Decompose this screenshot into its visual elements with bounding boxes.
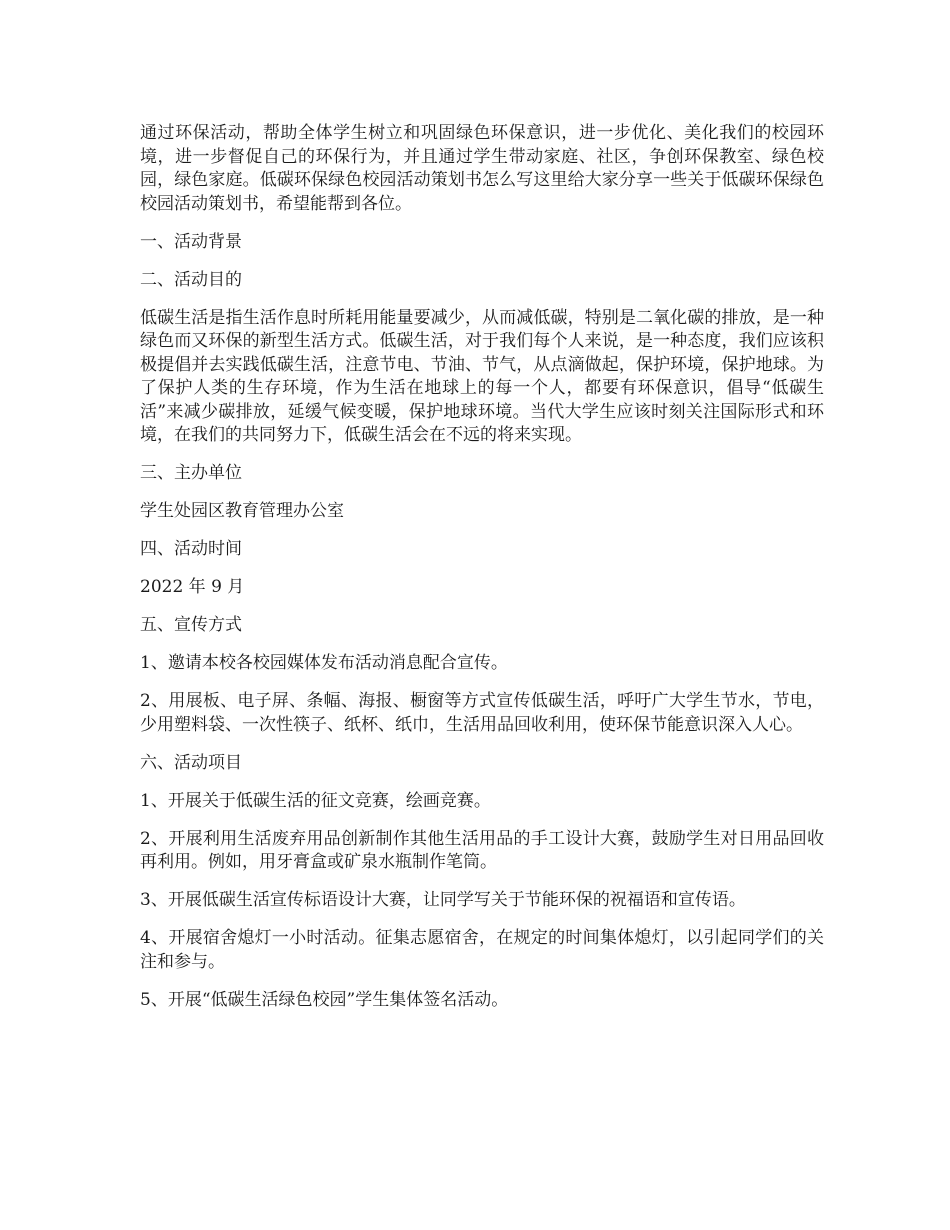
- intro-paragraph: 通过环保活动，帮助全体学生树立和巩固绿色环保意识，进一步优化、美化我们的校园环境，进一步督促自己的环保行为，并且通过学生带动家庭、社区，争创环保教室、绿色校园，绿色家庭。低碳环保绿色校园活动策划书怎么写这里给大家分享一些关于低碳环保绿色校园活动策划书，希望能帮到各位。: [140, 123, 824, 214]
- project-item-5: 5、开展“低碳生活绿色校园”学生集体签名活动。: [140, 989, 509, 1010]
- organizer-text: 学生处园区教育管理办公室: [140, 501, 344, 521]
- heading-time: 四、活动时间: [140, 539, 242, 559]
- heading-publicity: 五、宣传方式: [140, 615, 242, 635]
- project-item-2: 2、开展利用生活废弃用品创新制作其他生活用品的手工设计大赛，鼓励学生对日用品回收再利用。例如，用牙膏盒或矿泉水瓶制作笔筒。: [140, 828, 824, 872]
- document-body: [140, 122, 824, 1027]
- heading-background: 一、活动背景: [140, 231, 242, 252]
- project-item-1: 1、开展关于低碳生活的征文竞赛，绘画竞赛。: [140, 790, 491, 811]
- publicity-item-2: 2、用展板、电子屏、条幅、海报、橱窗等方式宣传低碳生活，呼吁广大学生节水，节电，少用塑料袋、一次性筷子、纸杯、纸巾，生活用品回收利用，使环保节能意识深入人心。: [140, 691, 824, 735]
- purpose-paragraph: 低碳生活是指生活作息时所耗用能量要减少，从而减低碳，特别是二氧化碳的排放，是一种绿色而又环保的新型生活方式。低碳生活，对于我们每个人来说，是一种态度，我们应该积极提倡并去实践低碳生活，注意节电、节油、节气，从点滴做起，保护环境，保护地球。为了保护人类的生存环境，作为生活在地球上的每一个人，都要有环保意识，倡导“低碳生活”来减少碳排放，延缓气候变暖，保护地球环境。当代大学生应该时刻关注国际形式和环境，在我们的共同努力下，低碳生活会在不远的将来实现。: [140, 307, 824, 445]
- heading-purpose: 二、活动目的: [140, 269, 242, 290]
- project-item-4: 4、开展宿舍熄灯一小时活动。征集志愿宿舍，在规定的时间集体熄灯，以引起同学们的关注和参与。: [140, 928, 824, 972]
- heading-organizer: 三、主办单位: [140, 463, 242, 483]
- project-item-3: 3、开展低碳生活宣传标语设计大赛，让同学写关于节能环保的祝福语和宣传语。: [140, 890, 746, 910]
- heading-projects: 六、活动项目: [140, 752, 242, 773]
- time-text: 2022 年 9 月: [140, 577, 245, 597]
- publicity-item-1: 1、邀请本校各校园媒体发布活动消息配合宣传。: [140, 653, 508, 673]
